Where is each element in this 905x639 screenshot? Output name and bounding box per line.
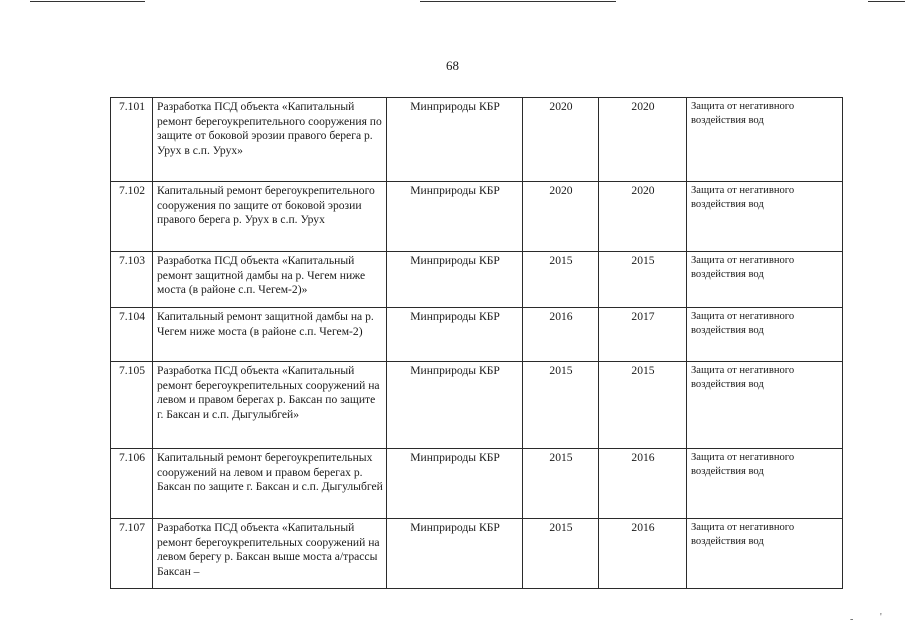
end-year: 2016 [599,449,687,519]
scan-edge-line-left [30,1,145,2]
row-number: 7.106 [111,449,153,519]
row-number: 7.104 [111,308,153,362]
start-year: 2015 [523,252,599,308]
executor: Минприроды КБР [387,449,523,519]
end-year: 2016 [599,519,687,589]
row-number: 7.105 [111,362,153,449]
row-number: 7.107 [111,519,153,589]
end-year: 2020 [599,182,687,252]
table-row [111,308,843,362]
measure-name: Капитальный ремонт берегоукрепительного сооружения по защите от боковой эрозии правого берега р. Урух в с.п. Урух [153,182,387,252]
measure-name: Капитальный ремонт берегоукрепительных сооружений на левом и правом берегах р. Баксан по защите г. Баксан и с.п. Дыгулыбгей [153,449,387,519]
end-year: 2017 [599,308,687,362]
goal: Защита от негативного воздействия вод [687,308,843,362]
goal: Защита от негативного воздействия вод [687,449,843,519]
program-measures-table [110,97,843,589]
executor: Минприроды КБР [387,252,523,308]
scan-edge-line-right [868,1,905,2]
page-number: 68 [446,58,459,73]
end-year: 2015 [599,252,687,308]
goal: Защита от негативного воздействия вод [687,182,843,252]
scan-artifact-mark: ' [880,612,882,623]
measure-name: Разработка ПСД объекта «Капитальный ремонт берегоукрепительного сооружения по защите от боковой эрозии правого берега р. Урух в с.п. Урух» [153,98,387,182]
goal: Защита от негативного воздействия вод [687,362,843,449]
start-year: 2016 [523,308,599,362]
goal: Защита от негативного воздействия вод [687,98,843,182]
table-row [111,182,843,252]
start-year: 2020 [523,98,599,182]
goal: Защита от негативного воздействия вод [687,252,843,308]
table-row [111,362,843,449]
table-row [111,252,843,308]
row-number: 7.101 [111,98,153,182]
goal: Защита от негативного воздействия вод [687,519,843,589]
executor: Минприроды КБР [387,362,523,449]
scan-edge-line-center [420,1,616,2]
measure-name: Разработка ПСД объекта «Капитальный ремонт берегоукрепительных сооружений на левом берегу р. Баксан выше моста а/трассы Баксан – [153,519,387,589]
end-year: 2020 [599,98,687,182]
executor: Минприроды КБР [387,98,523,182]
table-row [111,98,843,182]
end-year: 2015 [599,362,687,449]
scan-artifact-mark: - [850,614,854,625]
table-row [111,519,843,589]
measure-name: Разработка ПСД объекта «Капитальный ремонт берегоукрепительных сооружений на левом и правом берегах р. Баксан по защите г. Баксан и с.п. Дыгулыбгей» [153,362,387,449]
start-year: 2020 [523,182,599,252]
start-year: 2015 [523,449,599,519]
measure-name: Разработка ПСД объекта «Капитальный ремонт защитной дамбы на р. Чегем ниже моста (в районе с.п. Чегем-2)» [153,252,387,308]
executor: Минприроды КБР [387,308,523,362]
row-number: 7.103 [111,252,153,308]
start-year: 2015 [523,519,599,589]
start-year: 2015 [523,362,599,449]
table-row [111,449,843,519]
executor: Минприроды КБР [387,519,523,589]
row-number: 7.102 [111,182,153,252]
executor: Минприроды КБР [387,182,523,252]
measure-name: Капитальный ремонт защитной дамбы на р. Чегем ниже моста (в районе с.п. Чегем-2) [153,308,387,362]
